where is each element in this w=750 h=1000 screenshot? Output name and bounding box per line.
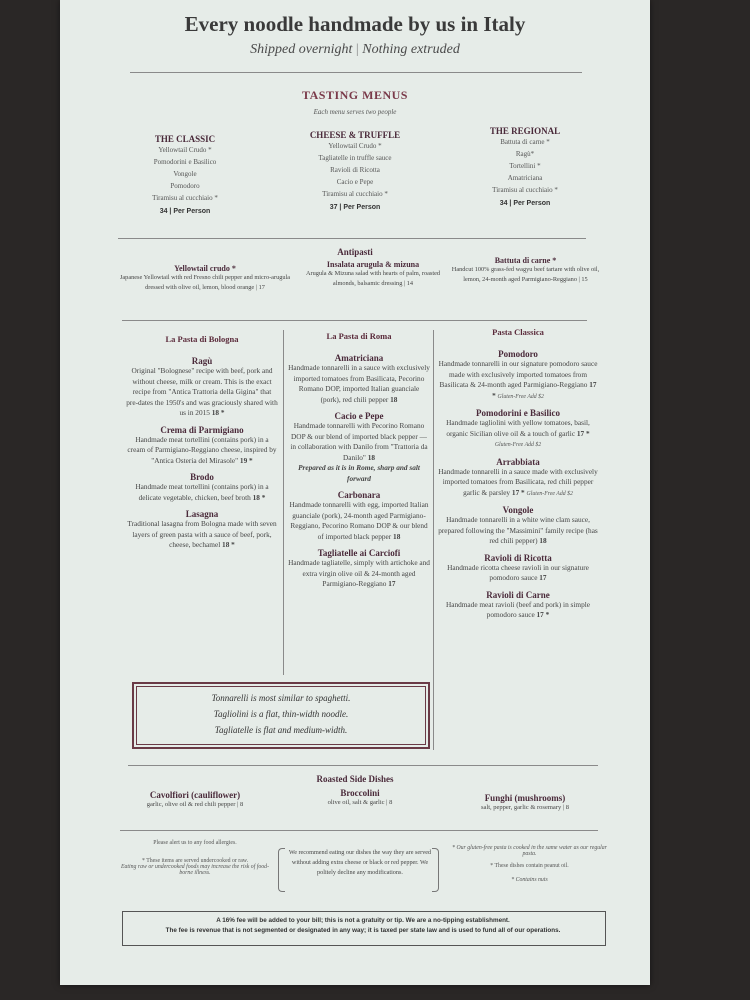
dish-price: 17 [539,573,547,582]
dish-price: 18 [367,452,375,462]
pasta-shape-line: Tonnarelli is most similar to spaghetti. [211,693,351,703]
divider [118,238,586,239]
dish-price: 18 [393,531,401,541]
dish-name: Arrabbiata [496,456,540,467]
dish [126,472,278,503]
dish [438,590,598,621]
pasta-shape-line: Tagliatelle is flat and medium-width. [214,725,348,735]
dish-desc: Handmade tonnarelli with Pecorino Romano DOP & our blend of imported black pepper — in collaboration with Danilo from "Trattoria da Danilo" [290,421,428,462]
tasting-item: Tiramisu al cucchiaio * [492,186,558,194]
gluten-free-note: Gluten-Free Add $2 [497,393,544,400]
dish [438,505,598,547]
subtitle-extruded: Nothing extruded [362,42,460,57]
dish-price: 18 * [222,540,235,549]
dish [438,457,598,500]
dish-desc: Handmade tonnarelli with egg, imported Italian guanciale (pork), 24-month aged Parmigiano-Reggiano, Pecorino Romano DOP & our blend of imported black pepper [289,500,429,541]
footer-center [285,848,435,878]
tasting-note: Each menu serves two people [313,108,397,116]
dish [288,490,430,542]
dish-desc: Handmade tagliatelle, simply with artichoke and extra virgin olive oil & 24-month aged Parmigiano-Reggiano [288,558,430,588]
dish [126,509,278,551]
tasting-menu-classic [120,134,250,215]
dish [126,356,278,419]
dish-desc: Handmade tonnarelli in our signature pomodoro sauce made with exclusively imported tomatoes from Basilicata & 24-month aged Parmigiano-Reggiano [438,359,598,389]
pasta-shapes-text [136,690,426,738]
dish [288,548,430,590]
tasting-item: Yellowtail Crudo * [328,142,382,150]
antipasto-item [448,256,603,284]
dish [126,425,278,467]
dish-name: Cacio e Pepe [334,411,384,421]
antipasti-title: Antipasti [337,247,373,257]
tasting-menu-name: THE CLASSIC [154,134,216,144]
allergy-note: Please alert us to any food allergies. [153,840,237,846]
tasting-item: Tortellini * [509,162,541,170]
dish-price: 17 * [492,380,597,400]
column-divider [283,330,284,675]
dish-price: 17 [388,579,396,588]
dish-name: Lasagna [185,509,219,519]
roma-column [288,331,430,590]
dish-name: Brodo [190,472,214,482]
tasting-menu-name: CHEESE & TRUFFLE [309,130,401,140]
dish [288,411,430,484]
tasting-price: 34 | Per Person [159,208,211,215]
antipasto-item [298,260,448,288]
menu-sheet [60,0,650,985]
fee-line: The fee is revenue that is not segmented or designated in any way; it is taxed per state law and is used to fund all of our operations. [165,927,561,934]
side-name: Funghi (mushrooms) [484,793,566,803]
pasta-shape-line: Tagliolini is a flat, thin-width noodle. [213,709,349,719]
dish-desc: Handmade meat ravioli (beef and pork) in simple pomodoro sauce [445,599,591,619]
antipasto-desc: Arugula & Mizuna salad with hearts of palm, roasted almonds, balsamic dressing | 14 [305,270,441,287]
tasting-item: Tiramisu al cucchiaio * [152,194,218,202]
divider [120,830,598,831]
side-desc: salt, pepper, garlic & rosemary | 8 [480,804,570,811]
tasting-title: TASTING MENUS [302,88,408,102]
undercooked-warning: Eating raw or undercooked foods may increase the risk of food-borne illness. [120,864,269,876]
side-desc: olive oil, salt & garlic | 8 [327,799,393,806]
dish [288,353,430,405]
dish [438,408,598,451]
side-item [120,790,270,811]
divider [122,320,587,321]
dish-desc: Handmade ricotta cheese ravioli in our signature pomodoro sauce [447,562,589,582]
tasting-item: Ragù* [515,150,535,158]
dish-desc: Handmade tagliolini with yellow tomatoes, basil, organic Sicilian olive oil & a touch of garlic [446,418,590,438]
footer-left [115,840,275,876]
side-item [450,793,600,814]
subtitle-divider: | [355,42,363,57]
dish-price: 17 * [576,428,590,438]
tasting-menu-name: THE REGIONAL [489,126,561,136]
fee-line: A 16% fee will be added to your bill; this is not a gratuity or tip. We are a no-tipping establishment. [216,917,510,924]
antipasto-name: Yellowtail crudo * [174,264,236,273]
dish-price: 18 [539,536,547,545]
tasting-item: Amatriciana [507,174,543,182]
dish-desc: Handmade meat tortellini (contains pork) in a delicate vegetable, chicken, beef broth [135,482,269,502]
tasting-menu-cheese-truffle [285,130,425,211]
dish [438,349,598,402]
sides-title: Roasted Side Dishes [316,774,394,784]
bracket-left [278,848,285,892]
nuts-note: * Contains nuts [511,877,548,883]
no-modifications-note: We recommend eating our dishes the way they are served without adding extra cheese or black or red pepper. We politely decline any modifications. [288,849,432,876]
tasting-item: Pomodoro [170,182,200,190]
antipasto-desc: Japanese Yellowtail with red Fresno chili pepper and micro-arugula dressed with olive oil, lemon, blood orange | 17 [119,274,291,291]
dish-name: Crema di Parmigiano [160,424,244,435]
menu-title: Every noodle handmade by us in Italy [184,12,526,36]
antipasto-desc: Handcut 100% grass-fed wagyu beef tartare with olive oil, lemon, 24-month aged Parmigiano-Reggiano | 15 [451,266,600,283]
tasting-item: Vongole [173,170,197,178]
tasting-item: Tiramisu al cucchiaio * [322,190,388,198]
dish-name: Pomodorini e Basilico [476,408,560,418]
tasting-item: Tagliatelle in truffle sauce [318,154,392,162]
divider [130,72,582,73]
dish-name: Ravioli di Ricotta [484,552,552,563]
gluten-free-info: * Our gluten-free pasta is cooked in the same water as our regular pasta. [452,845,607,857]
dish-price: 18 * [211,408,225,417]
dish-name: Ragù [191,356,213,366]
dish-name: Vongole [502,505,534,515]
column-divider [433,330,434,750]
fee-text [124,916,602,936]
side-name: Broccolini [340,788,380,798]
antipasto-item [110,264,300,292]
dish-desc: Handmade meat tortellini (contains pork) in a cream of Parmigiano-Reggiano cheese, inspired by "Antica Osteria del Mirasole" [127,434,277,465]
menu-subtitle [60,42,650,58]
footer-right [452,845,607,883]
tasting-item: Yellowtail Crudo * [158,146,212,154]
antipasto-name: Battuta di carne * [494,256,557,265]
side-desc: garlic, olive oil & red chili pepper | 8 [146,801,244,808]
dish-price: 17 * [511,487,525,497]
divider [128,765,598,766]
tasting-item: Battuta di carne * [500,138,550,146]
dish-name: Tagliatelle ai Carciofi [317,548,401,558]
dish-desc: Handmade tonnarelli in a white wine clam sauce, prepared following the "Massimini" family recipe (has red chili pepper) [438,515,598,545]
dish [438,553,598,584]
tasting-item: Ravioli di Ricotta [330,166,380,174]
dish-note: Prepared as it is in Rome, sharp and salt forward [298,463,420,483]
dish-price: 18 * [252,492,266,502]
peanut-note: * These dishes contain peanut oil. [490,863,569,869]
tasting-item: Pomodorini e Basilico [153,158,217,166]
bologna-column [126,334,278,551]
dish-desc: Handmade tonnarelli in a sauce made with exclusively imported tomatoes from Basilicata, red chili pepper garlic & parsley [438,466,598,497]
antipasto-name: Insalata arugula & mizuna [326,260,420,269]
tasting-menu-regional [455,126,595,207]
subtitle-shipped: Shipped overnight [250,42,353,57]
gluten-free-note: Gluten-Free Add $2 [494,442,542,448]
dish-name: Amatriciana [334,353,384,363]
dish-desc: Original "Bolognese" recipe with beef, pork and without cheese, milk or cream. This is the exact recipe from "Antica Trattoria della Gigina" that pre-dates the 1950's and was graciously shared with us in 2015 [126,366,278,417]
tasting-price: 37 | Per Person [329,204,381,211]
bologna-title: La Pasta di Bologna [165,334,239,344]
dish-desc: Traditional lasagna from Bologna made with seven layers of green pasta with a sauce of beef, pork, cheese, bechamel [127,519,277,549]
classica-column [438,327,598,621]
side-item [290,788,430,809]
bracket-right [432,848,439,892]
tasting-price: 34 | Per Person [499,200,551,207]
dish-desc: Handmade tonnarelli in a sauce with exclusively imported tomatoes from Basilicata, Pecorino Romano DOP, imported Italian guanciale (pork), red chili pepper [288,363,430,404]
dish-name: Pomodoro [498,349,538,359]
dish-name: Ravioli di Carne [486,589,550,600]
undercooked-note: * These items are served undercooked or raw. [141,858,249,864]
dish-price: 19 * [239,455,253,465]
dish-price: 17 * [536,610,550,619]
dish-price: 18 [390,394,398,404]
classica-title: Pasta Classica [492,327,544,337]
gluten-free-note: Gluten-Free Add $2 [526,490,573,497]
roma-title: La Pasta di Roma [326,331,392,341]
tasting-item: Cacio e Pepe [336,178,374,186]
dish-name: Carbonara [337,490,381,500]
side-name: Cavolfiori (cauliflower) [149,790,241,800]
